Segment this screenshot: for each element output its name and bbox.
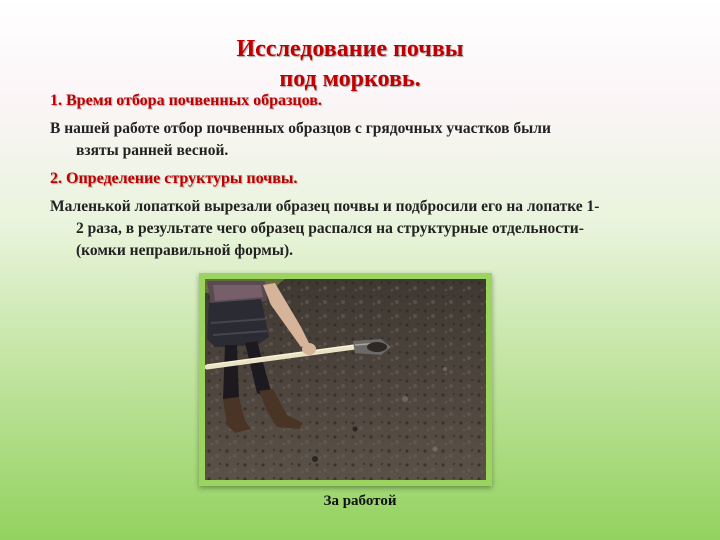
section-1-text xyxy=(50,118,551,162)
section-2-text-line-3: (комки неправильной формы). xyxy=(76,242,293,259)
photo-caption: За работой xyxy=(323,493,397,509)
slide-title xyxy=(160,34,540,94)
section-2-heading: 2. Определение структуры почвы. xyxy=(50,170,298,187)
photo-illustration xyxy=(205,279,486,480)
section-1-heading: 1. Время отбора почвенных образцов. xyxy=(50,92,322,109)
section-1-text-line-1: В нашей работе отбор почвенных образцов с грядочных участков были xyxy=(50,120,551,137)
photo-soil-digging xyxy=(205,279,486,480)
title-line-1: Исследование почвы xyxy=(236,36,464,62)
section-2-text xyxy=(50,196,599,262)
photo-frame xyxy=(199,273,492,486)
person-leg-left xyxy=(223,345,239,405)
section-2-text-line-1: Маленькой лопаткой вырезали образец почвы и подбросили его на лопатке 1- xyxy=(50,198,600,215)
section-1-text-line-2: взяты ранней весной. xyxy=(76,142,229,159)
person-hand xyxy=(302,343,316,355)
title-line-2: под морковь. xyxy=(279,66,421,92)
soil-sample xyxy=(367,342,387,352)
section-2-text-line-2: 2 раза, в результате чего образец распался на структурные отдельности- xyxy=(76,220,584,237)
